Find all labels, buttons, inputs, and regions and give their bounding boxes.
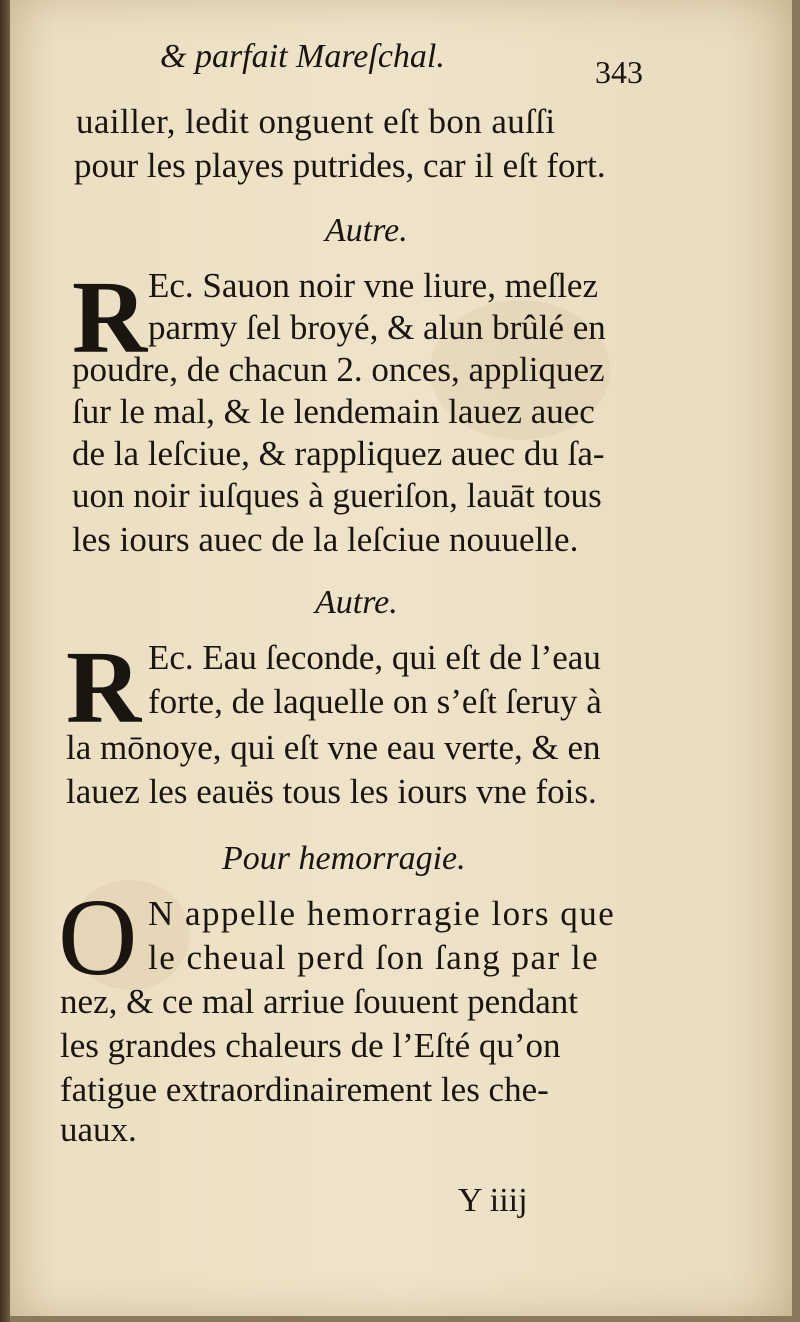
text-line: poudre, de chacun 2. onces, appliquez bbox=[72, 350, 605, 389]
text-line: pour les playes putrides, car il eſt fort. bbox=[74, 146, 606, 185]
text-line: la mōnoye, qui eſt vne eau verte, & en bbox=[66, 728, 601, 767]
page-number: 343 bbox=[595, 54, 643, 90]
text-line: le cheual perd ſon ſang par le bbox=[148, 938, 600, 977]
section-heading: Autre. bbox=[325, 212, 408, 249]
text-line: parmy ſel broyé, & alun brûlé en bbox=[148, 308, 606, 347]
book-gutter bbox=[0, 0, 10, 1322]
text-line: fatigue extraordinairement les che- bbox=[60, 1070, 549, 1109]
text-line: uon noir iuſques à gueriſon, lauāt tous bbox=[72, 476, 602, 515]
text-line: de la leſciue, & rappliquez auec du ſa- bbox=[72, 434, 605, 473]
text-line: uaux. bbox=[60, 1110, 137, 1149]
text-line: forte, de laquelle on s’eſt ſeruy à bbox=[148, 682, 602, 721]
text-line: uailler, ledit onguent eſt bon auſſi bbox=[76, 102, 556, 141]
text-line: les iours auec de la leſciue nouuelle. bbox=[72, 520, 579, 559]
text-line: ſur le mal, & le lendemain lauez auec bbox=[72, 392, 595, 431]
text-line: N appelle hemorragie lors que bbox=[148, 894, 616, 933]
text-line: lauez les eauës tous les iours vne fois. bbox=[66, 772, 597, 811]
book-page bbox=[10, 0, 792, 1316]
section-heading: Autre. bbox=[315, 584, 398, 621]
drop-cap: R bbox=[66, 630, 142, 745]
text-line: nez, & ce mal arriue ſouuent pendant bbox=[60, 982, 578, 1021]
drop-cap: R bbox=[72, 260, 148, 375]
text-line: les grandes chaleurs de l’Eſté qu’on bbox=[60, 1026, 561, 1065]
section-heading: Pour hemorragie. bbox=[222, 840, 466, 877]
running-title: & parfait Mareſchal. bbox=[160, 38, 445, 75]
signature-mark: Y iiij bbox=[458, 1182, 528, 1219]
drop-cap: O bbox=[58, 876, 138, 998]
text-line: Ec. Sauon noir vne liure, meſlez bbox=[148, 266, 598, 305]
text-line: Ec. Eau ſeconde, qui eſt de l’eau bbox=[148, 638, 601, 677]
